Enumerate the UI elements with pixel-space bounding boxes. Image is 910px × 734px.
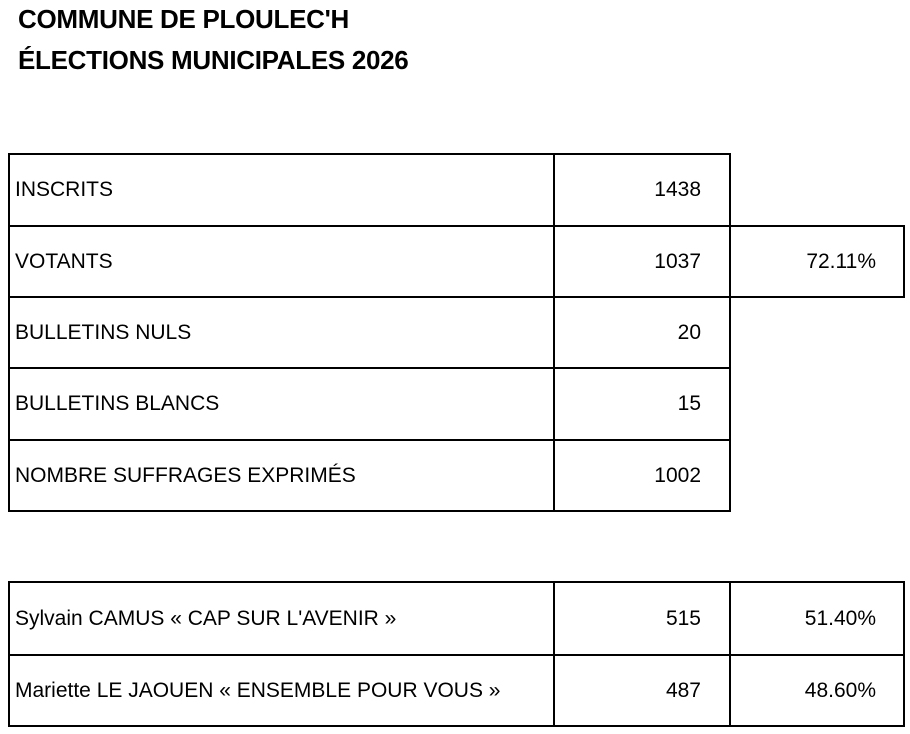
summary-label-exprimes: NOMBRE SUFFRAGES EXPRIMÉS — [8, 439, 555, 512]
summary-value-nuls: 20 — [553, 296, 731, 369]
summary-value-inscrits: 1438 — [553, 153, 731, 227]
result-candidate-camus: Sylvain CAMUS « CAP SUR L'AVENIR » — [8, 581, 555, 656]
summary-value-exprimes: 1002 — [553, 439, 731, 512]
summary-label-blancs: BULLETINS BLANCS — [8, 367, 555, 441]
summary-label-nuls: BULLETINS NULS — [8, 296, 555, 369]
result-candidate-le-jaouen: Mariette LE JAOUEN « ENSEMBLE POUR VOUS » — [8, 654, 555, 727]
summary-value-votants: 1037 — [553, 225, 731, 298]
summary-label-votants: VOTANTS — [8, 225, 555, 298]
summary-label-inscrits: INSCRITS — [8, 153, 555, 227]
result-percent-le-jaouen: 48.60% — [729, 654, 905, 727]
summary-value-blancs: 15 — [553, 367, 731, 441]
result-votes-le-jaouen: 487 — [553, 654, 731, 727]
summary-percent-votants: 72.11% — [729, 225, 905, 298]
result-percent-camus: 51.40% — [729, 581, 905, 656]
page-subtitle: ÉLECTIONS MUNICIPALES 2026 — [18, 45, 409, 75]
result-votes-camus: 515 — [553, 581, 731, 656]
page-title: COMMUNE DE PLOULEC'H — [18, 4, 349, 34]
